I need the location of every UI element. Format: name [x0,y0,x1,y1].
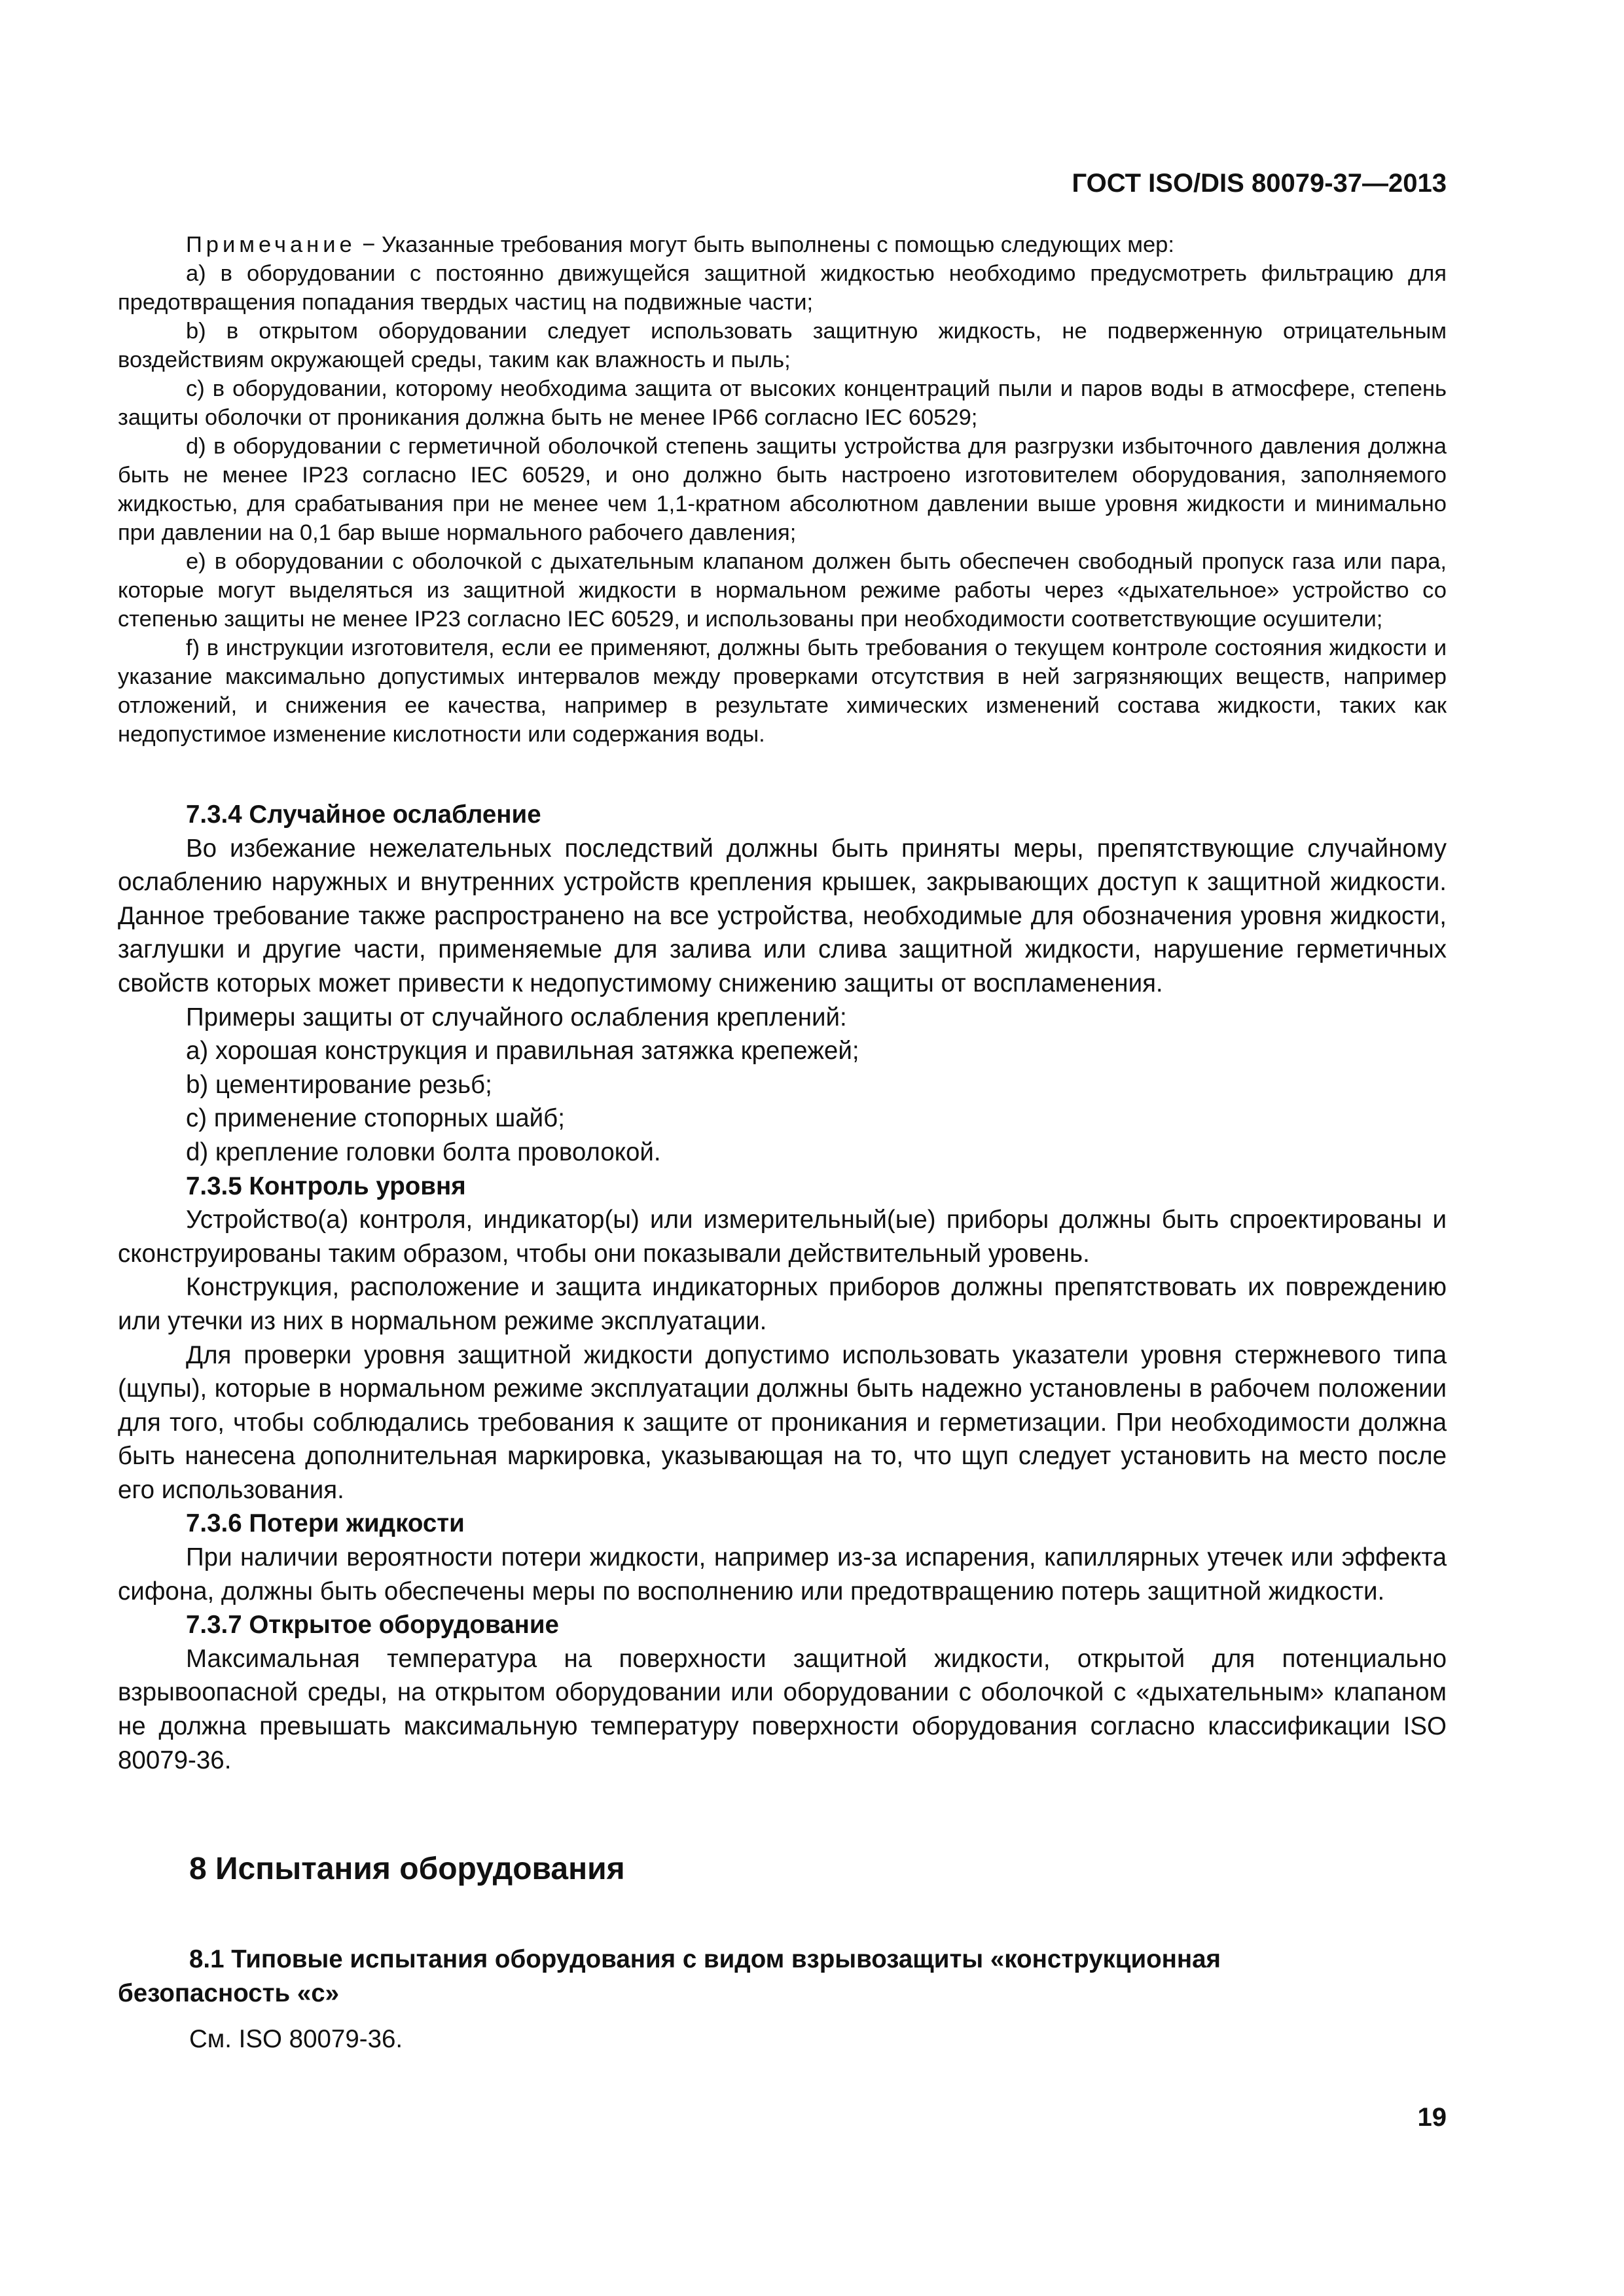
note-item-f: f) в инструкции изготовителя, если ее применяют, должны быть требования о текущем контроле состояния жидкости и указание максимально допустимых интервалов между проверками отсутствия в ней загрязняющих веществ, например отложений, и снижения ее качества, например в результате химических изменений состава жидкости, таких как недопустимое изменение кислотности или содержания воды. [118,636,1447,747]
heading-7-3-5: 7.3.5 Контроль уровня [186,1172,466,1200]
paragraph-7-3-7-1: Максимальная температура на поверхности защитной жидкости, открытой для потенциально взрывоопасной среды, на открытом оборудовании или оборудовании с оболочкой с «дыхательным» клапаном не должна превышать максимальную температуру поверхности оборудования согласно классификации ISO 80079-36. [118,1644,1447,1774]
note-item-d: d) в оборудовании с герметичной оболочкой степень защиты устройства для разгрузки избыточного давления должна быть не менее IP23 согласно IEC 60529, и оно должно быть настроено изготовителем оборудования, заполняемого жидкостью, для срабатывания при не менее чем 1,1-кратном абсолютном давлении выше уровня жидкости и минимально при давлении на 0,1 бар выше нормального рабочего давления; [118,434,1447,545]
subsection-8-1-title [118,1943,1447,2011]
main-body [118,798,1447,1777]
document-page [118,0,1447,2296]
heading-7-3-4: 7.3.4 Случайное ослабление [186,800,541,829]
list-item-7-3-4-a: a) хорошая конструкция и правильная затяжка крепежей; [186,1037,859,1066]
paragraph-7-3-5-2: Конструкция, расположение и защита индикаторных приборов должны препятствовать их повреждению или утечки из них в нормальном режиме эксплуатации. [118,1273,1447,1335]
note-item-e: e) в оборудовании с оболочкой с дыхательным клапаном должен быть обеспечен свободный пропуск газа или пара, которые могут выделяться из защитной жидкости в нормальном режиме работы через «дыхательное» устройство со степенью защиты не менее IP23 согласно IEC 60529, и использованы при необходимости соответствующие осушители; [118,549,1447,632]
subsection-8-1-title-line1: 8.1 Типовые испытания оборудования с видом взрывозащиты «конструкционная [189,1945,1221,1973]
note-item-a: a) в оборудовании с постоянно движущейся защитной жидкостью необходимо предусмотреть фильтрацию для предотвращения попадания твердых частиц на подвижные части; [118,261,1447,315]
heading-7-3-7: 7.3.7 Открытое оборудование [186,1611,559,1640]
subsection-8-1-title-line2: безопасность «с» [118,1979,340,2007]
note-intro-text: − Указанные требования могут быть выполнены с помощью следующих мер: [355,232,1174,257]
note-intro [118,230,1447,259]
paragraph-7-3-5-1: Устройство(а) контроля, индикатор(ы) или измерительный(ые) приборы должны быть спроектированы и сконструированы таким образом, чтобы они показывали действительный уровень. [118,1206,1447,1268]
note-item-b: b) в открытом оборудовании следует использовать защитную жидкость, не подверженную отрицательным воздействиям окружающей среды, таким как влажность и пыль; [118,319,1447,372]
heading-7-3-6: 7.3.6 Потери жидкости [186,1509,465,1538]
list-item-7-3-4-c: c) применение стопорных шайб; [186,1104,565,1133]
reference-text: См. ISO 80079-36. [189,2025,403,2053]
note-item-c: c) в оборудовании, которому необходима защита от высоких концентраций пыли и паров воды в атмосфере, степень защиты оболочки от проникания должна быть не менее IP66 согласно IEC 60529; [118,376,1447,430]
section-8-title: 8 Испытания оборудования [189,1852,625,1886]
note-label: Примечание [186,232,356,257]
page-number: 19 [1417,2103,1447,2132]
note-block [118,230,1447,749]
list-item-7-3-4-b: b) цементирование резьб; [186,1070,492,1099]
paragraph-7-3-4-1: Во избежание нежелательных последствий должны быть приняты меры, препятствующие случайному ослаблению наружных и внутренних устройств крепления крышек, закрывающих доступ к защитной жидкости. Данное требование также распространено на все устройства, необходимые для обозначения уровня жидкости, заглушки и другие части, применяемые для залива или слива защитной жидкости, нарушение герметичных свойств которых может привести к недопустимому снижению защиты от воспламенения. [118,834,1447,997]
paragraph-7-3-4-2: Примеры защиты от случайного ослабления креплений: [186,1003,847,1031]
paragraph-7-3-6-1: При наличии вероятности потери жидкости, например из-за испарения, капиллярных утечек или эффекта сифона, должны быть обеспечены меры по восполнению или предотвращению потерь защитной жидкости. [118,1543,1447,1605]
paragraph-7-3-5-3: Для проверки уровня защитной жидкости допустимо использовать указатели уровня стержневого типа (щупы), которые в нормальном режиме эксплуатации должны быть надежно установлены в рабочем положении для того, чтобы соблюдались требования к защите от проникания и герметизации. При необходимости должна быть нанесена дополнительная маркировка, указывающая на то, что щуп следует установить на место после его использования. [118,1340,1447,1504]
running-header: ГОСТ ISO/DIS 80079-37—2013 [1072,169,1447,198]
list-item-7-3-4-d: d) крепление головки болта проволокой. [186,1138,661,1166]
